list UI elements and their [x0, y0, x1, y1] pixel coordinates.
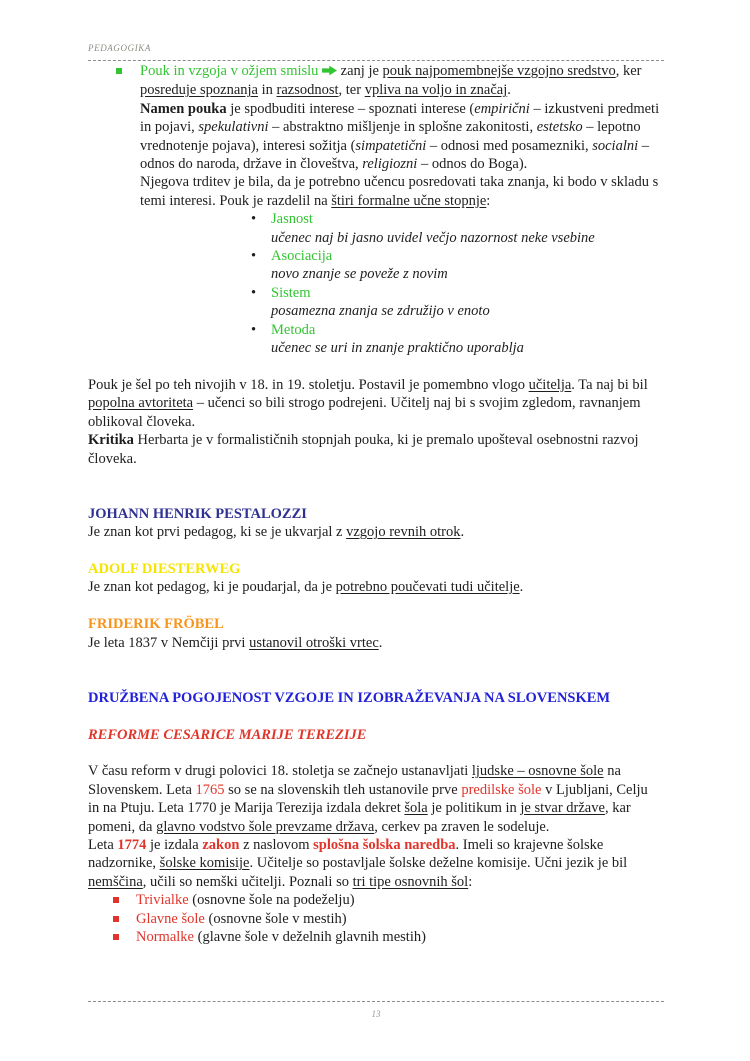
heading-pestalozzi	[88, 505, 662, 523]
heading-pestalozzi-run-0: JOHANN HENRIK PESTALOZZI	[88, 505, 307, 522]
formal-stages-list	[88, 210, 662, 357]
paragraph-reforme-run-17: z naslovom	[239, 836, 314, 853]
paragraph-froebel-run-0: Je leta 1837 v Nemčiji prvi	[88, 634, 250, 651]
bullet-pouk-in-vzgoja-run-0: Pouk in vzgoja v ožjem smislu	[140, 63, 323, 79]
paragraph-herbart-levels-run-3: popolna avtoriteta	[88, 395, 194, 412]
paragraph-froebel-run-2: .	[378, 634, 383, 651]
stage-title: Jasnost	[271, 211, 313, 228]
paragraph-herbart-levels-run-6: Herbarta je v formalističnih stopnjah pouka, ki je premalo upošteval osebnostni razvoj človeka.	[88, 432, 639, 467]
arrow-right-icon	[322, 63, 337, 81]
list-item-asociacija	[88, 247, 662, 284]
bullet-pouk-in-vzgoja-run-6: in	[257, 82, 277, 99]
bullet-pouk-in-vzgoja-run-13: empirični	[474, 100, 530, 117]
bullet-pouk-in-vzgoja-run-25: Njegova trditev je bila, da je potrebno učencu posredovati taka znanja, ki bodo v skladu s temi interesi. Pouk je razdelil na	[140, 174, 659, 209]
paragraph-diesterweg-run-0: Je znan kot pedagog, ki je poudarjal, da je	[88, 579, 336, 596]
paragraph-diesterweg-run-1: potrebno poučevati tudi učitelje	[335, 579, 520, 596]
paragraph-reforme-run-21: . Učitelje so postavljale šolske deželne komisije. Učni jezik je bil	[249, 855, 628, 872]
paragraph-reforme-run-19: . Imeli so krajevne šolske nadzornike,	[88, 836, 604, 872]
paragraph-reforme-run-7: šola	[404, 800, 428, 817]
paragraph-reforme-run-5: predilske šole	[461, 781, 542, 798]
paragraph-reforme-run-3: 1765	[195, 781, 225, 798]
heading-froebel-run-0: FRIDERIK FRÖBEL	[88, 616, 224, 633]
stage-description: učenec naj bi jasno uvidel večjo nazornost neke vsebine	[271, 229, 595, 246]
stage-description: učenec se uri in znanje praktično uporablja	[271, 340, 524, 357]
paragraph-reforme-run-20: šolske komisije	[159, 855, 250, 872]
paragraph-diesterweg	[88, 578, 662, 596]
bullet-pouk-in-vzgoja-run-7: razsodnost	[276, 82, 339, 99]
bullet-pouk-in-vzgoja-run-2: zanj je	[337, 63, 383, 79]
bullet-pouk-in-vzgoja-run-18: – lepotno vrednotenje pojava), interesi sožitja (	[140, 119, 641, 154]
bullet-pouk-in-vzgoja	[88, 62, 662, 210]
paragraph-reforme	[88, 762, 662, 891]
paragraph-reforme-run-23: , učili so nemški učitelji. Poznali so	[142, 873, 353, 890]
school-types-list-item0-run-0: Trivialke	[136, 892, 189, 909]
bullet-pouk-in-vzgoja-run-12: je spodbuditi interese – spoznati interese (	[226, 100, 475, 117]
paragraph-reforme-run-18: splošna šolska naredba	[313, 836, 456, 853]
running-header-label: PEDAGOGIKA	[88, 43, 151, 53]
paragraph-reforme-run-15: je izdala	[146, 836, 203, 853]
paragraph-reforme-run-4: so se na slovenskih tleh ustanovile prve	[224, 781, 462, 798]
page-number: 13	[371, 1009, 381, 1019]
bullet-pouk-in-vzgoja-run-19: simpatetični	[355, 137, 427, 154]
paragraph-herbart-levels-run-1: učitelja	[528, 376, 572, 393]
list-item-metoda	[88, 321, 662, 358]
bullet-pouk-in-vzgoja-run-15: spekulativni	[198, 119, 269, 136]
bullet-pouk-in-vzgoja-run-16: – abstraktno mišljenje in splošne zakonitosti,	[268, 119, 537, 136]
paragraph-reforme-run-14: 1774	[117, 836, 147, 853]
bullet-pouk-in-vzgoja-run-20: – odnosi med posamezniki,	[426, 137, 593, 154]
paragraph-reforme-run-9: je stvar države	[520, 800, 605, 817]
bullet-pouk-in-vzgoja-run-5: posreduje spoznanja	[140, 82, 258, 99]
bullet-pouk-in-vzgoja-run-14: – izkustveni predmeti in pojavi,	[140, 100, 660, 136]
page-header	[88, 38, 664, 61]
bullet-pouk-in-vzgoja-run-26: štiri formalne učne stopnje	[331, 192, 487, 209]
bullet-pouk-in-vzgoja-run-23: religiozni	[362, 156, 418, 173]
page-footer	[88, 1001, 664, 1023]
paragraph-reforme-run-0: V času reform v drugi polovici 18. stoletja se začnejo ustanavljati	[88, 763, 472, 780]
heading-reforme-marije-terezije-run-0: REFORME CESARICE MARIJE TEREZIJE	[88, 726, 367, 743]
paragraph-herbart-levels	[88, 376, 662, 468]
list-item	[88, 910, 662, 928]
bullet-pouk-in-vzgoja-run-24: – odnos do Boga).	[417, 156, 528, 173]
document-content	[88, 62, 662, 946]
stage-title: Asociacija	[271, 248, 333, 265]
paragraph-froebel-run-1: ustanovil otroški vrtec	[249, 634, 379, 651]
bullet-pouk-in-vzgoja-run-8: , ter	[338, 82, 365, 99]
paragraph-reforme-run-16: zakon	[202, 836, 240, 853]
bullet-pouk-in-vzgoja-run-3: pouk najpomembnejše vzgojno sredstvo	[382, 63, 616, 79]
paragraph-pestalozzi	[88, 523, 662, 541]
paragraph-herbart-levels-run-4: – učenci so bili strogo podrejeni. Učitelj naj bi s svojim zgledom, ravnanjem oblikoval človeka.	[88, 395, 641, 430]
paragraph-reforme-run-25: :	[468, 873, 473, 890]
list-item-sistem	[88, 284, 662, 321]
bullet-pouk-in-vzgoja-run-4: , ker	[615, 63, 642, 79]
heading-druzbena-pogojenost-run-0: DRUŽBENA POGOJENOST VZGOJE IN IZOBRAŽEVANJA NA SLOVENSKEM	[88, 689, 611, 706]
paragraph-froebel	[88, 634, 662, 652]
bullet-pouk-in-vzgoja-run-11: Namen pouka	[140, 100, 227, 117]
paragraph-reforme-run-24: tri tipe osnovnih šol	[352, 873, 469, 890]
school-types-list-item1-run-1: (osnovne šole v mestih)	[204, 910, 347, 927]
paragraph-reforme-run-6: v Ljubljani, Celju in na Ptuju. Leta 1770 je Marija Terezija izdala dekret	[88, 781, 648, 817]
heading-froebel	[88, 615, 662, 633]
list-item-jasnost	[88, 210, 662, 247]
paragraph-reforme-run-13: Leta	[88, 836, 118, 853]
paragraph-reforme-run-2: na Slovenskem. Leta	[88, 763, 621, 798]
heading-reforme-marije-terezije	[88, 726, 662, 744]
paragraph-pestalozzi-run-2: .	[460, 524, 465, 541]
bullet-pouk-in-vzgoja-run-17: estetsko	[536, 119, 583, 136]
school-types-list	[88, 891, 662, 946]
paragraph-diesterweg-run-2: .	[519, 579, 524, 596]
school-types-list-item2-run-1: (glavne šole v deželnih glavnih mestih)	[193, 928, 426, 945]
paragraph-reforme-run-1: ljudske – osnovne šole	[471, 763, 604, 780]
paragraph-reforme-run-12: , cerkev pa zraven le sodeluje.	[374, 818, 550, 835]
paragraph-reforme-run-22: nemščina	[88, 873, 143, 890]
school-types-list-item1-run-0: Glavne šole	[136, 910, 205, 927]
paragraph-herbart-levels-run-2: . Ta naj bi bil	[571, 376, 648, 393]
paragraph-pestalozzi-run-0: Je znan kot prvi pedagog, ki se je ukvarjal z	[88, 524, 347, 541]
heading-druzbena-pogojenost	[88, 689, 662, 707]
paragraph-reforme-run-8: je politikum in	[427, 800, 521, 817]
heading-diesterweg	[88, 560, 662, 578]
bullet-pouk-in-vzgoja-run-10: .	[507, 82, 511, 99]
paragraph-reforme-run-11: glavno vodstvo šole prevzame država	[156, 818, 375, 835]
paragraph-reforme-run-10: , kar pomeni, da	[88, 800, 631, 835]
paragraph-pestalozzi-run-1: vzgojo revnih otrok	[346, 524, 461, 541]
bullet-pouk-in-vzgoja-run-27: :	[486, 192, 491, 209]
school-types-list-item2-run-0: Normalke	[136, 928, 194, 945]
paragraph-herbart-levels-run-5: Kritika	[88, 432, 134, 449]
stage-title: Sistem	[271, 284, 311, 301]
paragraph-herbart-levels-run-0: Pouk je šel po teh nivojih v 18. in 19. stoletju. Postavil je pomembno vlogo	[88, 376, 529, 393]
bullet-pouk-in-vzgoja-run-21: socialni	[592, 137, 639, 154]
heading-diesterweg-run-0: ADOLF DIESTERWEG	[88, 560, 241, 577]
stage-description: novo znanje se poveže z novim	[271, 266, 448, 283]
bullet-pouk-in-vzgoja-run-22: – odnos do naroda, države in človeštva,	[140, 137, 650, 173]
list-item	[88, 928, 662, 946]
stage-description: posamezna znanja se združijo v enoto	[271, 303, 490, 320]
school-types-list-item0-run-1: (osnovne šole na podeželju)	[188, 892, 355, 909]
bullet-pouk-in-vzgoja-run-9: vpliva na voljo in značaj	[364, 82, 508, 99]
list-item	[88, 891, 662, 909]
stage-title: Metoda	[271, 321, 316, 338]
